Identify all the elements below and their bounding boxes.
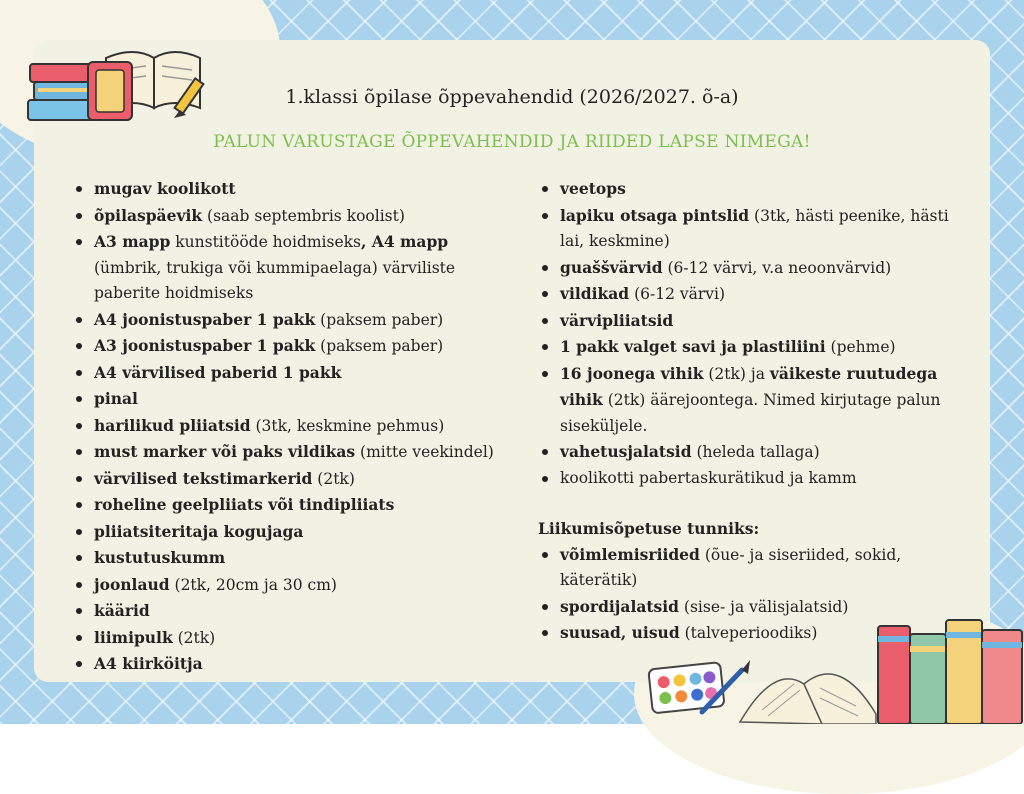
item-detail-text: (heleda tallaga): [691, 443, 820, 461]
supplies-list-right: [538, 176, 968, 491]
right-column: [538, 176, 968, 647]
item-detail-text: (3tk, keskmine pehmus): [250, 416, 445, 435]
supply-list-item: [538, 334, 968, 361]
palette-icon: [644, 614, 884, 724]
supply-list-item: [72, 307, 512, 334]
supply-list-item: [538, 466, 968, 492]
open-book-bottom-icon: [740, 674, 876, 724]
item-bold-text: A4 joonistuspaber 1 pakk: [94, 309, 316, 329]
item-bold-text: A4 värvilised paberid 1 pakk: [94, 362, 342, 382]
supply-list-item: [72, 229, 512, 307]
item-bold-text: vahetusjalatsid: [560, 442, 692, 461]
item-bold-text: 16 joonega vihik: [560, 363, 704, 383]
item-detail-text: (2tk, 20cm ja 30 cm): [169, 575, 337, 594]
item-bold-text: roheline geelpliiats või tindipliiats: [94, 495, 395, 514]
supply-list-item: [72, 598, 512, 625]
supplies-list-left: [72, 176, 512, 678]
item-bold-text: võimlemisriided: [560, 544, 700, 564]
item-detail-text: (õue- ja siseriided, sokid, käterätik): [560, 545, 902, 589]
pe-list-item: [538, 542, 968, 594]
item-bold-text: , A4 mapp: [361, 232, 449, 251]
item-bold-text: A3 joonistuspaber 1 pakk: [94, 336, 316, 355]
item-bold-text: mugav koolikott: [94, 179, 236, 198]
supply-list-item: [72, 176, 512, 203]
item-bold-text: A4 kiirköitja: [94, 654, 203, 673]
item-bold-text: värvilised tekstimarkerid: [94, 468, 313, 488]
item-bold-text: õpilaspäevik: [94, 205, 203, 225]
pe-section-heading: Liikumisõpetuse tunniks:: [538, 519, 760, 538]
supply-list-item: [72, 333, 512, 360]
supply-list-item: [72, 439, 512, 466]
item-bold-text: lapiku otsaga pintslid: [560, 205, 750, 225]
supply-list-item: [538, 439, 968, 466]
item-detail-text: (6-12 värvi): [629, 285, 726, 303]
item-bold-text: veetops: [560, 179, 626, 198]
item-detail-text: (2tk): [312, 469, 355, 488]
item-detail-text: koolikotti pabertaskurätikud ja kamm: [560, 468, 857, 487]
supply-list-item: [72, 572, 512, 599]
supply-list-item: [72, 651, 512, 678]
item-bold-text: A3 mapp: [94, 232, 171, 251]
item-detail-text: kunstitööde hoidmiseks: [170, 233, 361, 251]
item-detail-text: (paksem paber): [315, 337, 444, 355]
item-detail-text: (2tk) ja: [703, 364, 770, 383]
supply-list-item: [72, 203, 512, 230]
item-bold-text: harilikud pliiatsid: [94, 415, 251, 435]
supply-list-item: [72, 466, 512, 493]
item-bold-text: spordijalatsid: [560, 596, 679, 616]
item-detail-text: (paksem paber): [315, 310, 444, 329]
item-detail-text: (3tk, hästi peenike, hästi lai, keskmine): [560, 206, 949, 250]
item-detail-text: (ümbrik, trukiga või kummipaelaga) värviliste paberite hoidmiseks: [94, 258, 456, 302]
books-stack-icon: [24, 38, 214, 124]
supply-list-item: [72, 386, 512, 413]
supply-list-item: [538, 255, 968, 282]
supply-list-item: [538, 281, 968, 308]
item-bold-text: suusad, uisud: [560, 623, 680, 642]
supply-list-item: [538, 176, 968, 203]
supply-list-item: [538, 361, 968, 440]
item-detail-text: (pehme): [825, 338, 896, 356]
page-title: 1.klassi õpilase õppevahendid (2026/2027. õ-a): [285, 86, 739, 108]
item-bold-text: pliiatsiteritaja kogujaga: [94, 521, 304, 541]
supply-list-item: [72, 625, 512, 652]
item-detail-text: (saab septembris koolist): [202, 206, 405, 225]
item-bold-text: vildikad: [560, 284, 630, 303]
item-bold-text: 1 pakk valget savi ja plastiliini: [560, 337, 826, 356]
item-bold-text: liimipulk: [94, 627, 173, 647]
item-bold-text: väikeste ruutudega vihik: [560, 363, 938, 409]
item-bold-text: pinal: [94, 389, 138, 408]
item-detail-text: (mitte veekindel): [355, 443, 494, 461]
item-detail-text: (6-12 värvi, v.a neoonvärvid): [662, 258, 892, 277]
item-bold-text: must marker või paks vildikas: [94, 442, 356, 461]
item-detail-text: (2tk) äärejoontega. Nimed kirjutage palun siseküljele.: [560, 391, 941, 435]
item-detail-text: (sise- ja välisjalatsid): [679, 597, 849, 616]
item-detail-text: (2tk): [172, 628, 216, 647]
supply-list-item: [72, 413, 512, 440]
item-bold-text: guaššvärvid: [560, 257, 663, 277]
item-detail-text: (talveperioodiks): [679, 624, 818, 642]
item-bold-text: kustutuskumm: [94, 548, 226, 567]
item-bold-text: joonlaud: [94, 574, 170, 594]
supply-list-item: [72, 360, 512, 387]
books-row-icon: [872, 612, 1024, 724]
supply-list-item: [72, 545, 512, 572]
supply-list-item: [72, 519, 512, 546]
supply-list-item: [538, 308, 968, 335]
item-bold-text: käärid: [94, 601, 150, 620]
page-subtitle: PALUN VARUSTAGE ÕPPEVAHENDID JA RIIDED LAPSE NIMEGA!: [213, 132, 811, 152]
supply-list-item: [538, 203, 968, 255]
item-bold-text: värvipliiatsid: [560, 310, 674, 330]
supply-list-item: [72, 492, 512, 519]
